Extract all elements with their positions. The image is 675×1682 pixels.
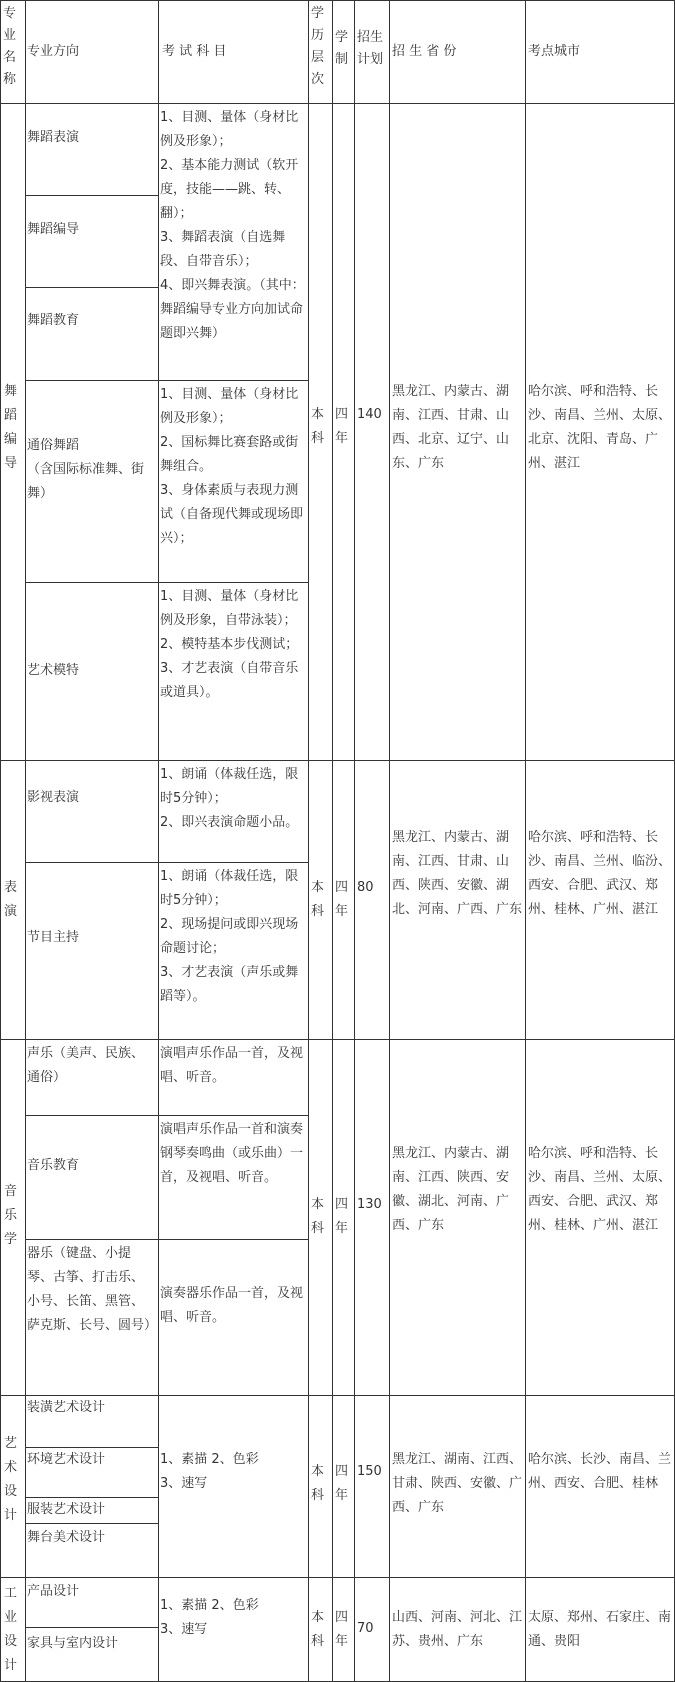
major-cell: 表 演 (4, 880, 18, 919)
plan-cell: 70 (357, 1621, 374, 1636)
direction-cell: 家具与室内设计 (27, 1636, 119, 1651)
direction-cell: 音乐教育 (27, 1158, 80, 1173)
direction-cell: 舞蹈教育 (27, 313, 80, 328)
direction-cell: 影视表演 (27, 790, 80, 805)
provinces-cell: 山西、河南、河北、江苏、贵州、广东 (392, 1610, 523, 1649)
direction-cell: 装潢艺术设计 (27, 1400, 106, 1415)
duration-cell: 四 年 (335, 407, 349, 446)
major-cell: 音 乐 学 (4, 1184, 18, 1247)
cities-cell: 哈尔滨、呼和浩特、长沙、南昌、兰州、太原、西安、合肥、武汉、郑州、桂林、广州、湛江 (528, 1146, 672, 1233)
header-major: 专 业 名 称 (3, 6, 17, 87)
level-cell: 本 科 (311, 1197, 325, 1236)
direction-cell: 舞台美术设计 (27, 1530, 106, 1545)
duration-cell: 四 年 (335, 1464, 349, 1503)
header-direction: 专业方向 (27, 44, 80, 59)
direction-cell: 环境艺术设计 (27, 1452, 106, 1467)
subjects-cell: 演唱声乐作品一首和演奏钢琴奏鸣曲（或乐曲）一首，及视唱、听音。 (160, 1122, 304, 1185)
direction-cell: 器乐（键盘、小提琴、古筝、打击乐、小号、长笛、黑管、萨克斯、长号、圆号） (27, 1246, 158, 1333)
subjects-cell: 演奏器乐作品一首，及视唱、听音。 (160, 1286, 304, 1325)
plan-cell: 80 (357, 880, 374, 895)
header-provinces: 招 生 省 份 (392, 44, 457, 59)
plan-cell: 130 (357, 1197, 382, 1212)
direction-cell: 服装艺术设计 (27, 1502, 106, 1517)
header-subjects: 考 试 科 目 (162, 44, 227, 59)
direction-cell: 艺术模特 (27, 663, 80, 678)
header-plan: 招生 计划 (357, 30, 384, 67)
direction-cell: 节目主持 (27, 930, 80, 945)
header-level: 学 历 层 次 (311, 6, 325, 87)
direction-cell: 通俗舞蹈 （含国际标准舞、街舞） (27, 438, 145, 501)
provinces-cell: 黑龙江、内蒙古、湖南、江西、甘肃、山西、陕西、安徽、湖北、河南、广西、广东 (392, 830, 523, 917)
level-cell: 本 科 (311, 407, 325, 446)
level-cell: 本 科 (311, 880, 325, 919)
cities-cell: 哈尔滨、长沙、南昌、兰州、西安、合肥、桂林 (528, 1452, 672, 1491)
provinces-cell: 黑龙江、内蒙古、湖南、江西、甘肃、山西、北京、辽宁、山东、广东 (392, 384, 510, 471)
subjects-cell: 1、素描 2、色彩 3、速写 (160, 1598, 259, 1637)
major-cell: 舞 蹈 编 导 (4, 384, 18, 471)
plan-cell: 140 (357, 407, 382, 422)
provinces-cell: 黑龙江、湖南、江西、甘肃、陕西、安徽、广西、广东 (392, 1452, 523, 1515)
subjects-cell: 1、朗诵（体裁任选，限时5分钟）； 2、现场提问或即兴现场命题讨论； 3、才艺表演（声乐或舞蹈等）。 (160, 869, 299, 1004)
level-cell: 本 科 (311, 1464, 325, 1503)
direction-cell: 舞蹈编导 (27, 222, 80, 237)
header-duration: 学 制 (335, 30, 349, 67)
level-cell: 本 科 (311, 1610, 325, 1649)
header-cities: 考点城市 (528, 44, 581, 59)
direction-cell: 产品设计 (27, 1584, 80, 1599)
subjects-cell: 1、目测、量体（身材比例及形象，自带泳装）； 2、模特基本步伐测试； 3、才艺表演（自带音乐或道具）。 (160, 589, 299, 700)
major-cell: 工 业 设 计 (4, 1586, 18, 1673)
subjects-cell: 1、目测、量体（身材比例及形象）； 2、基本能力测试（软开度，技能——跳、转、翻）； 3、舞蹈表演（自选舞段、自带音乐）； 4、即兴舞表演。（其中：舞蹈编导专业方向加试命题即兴舞） (160, 110, 305, 341)
subjects-cell: 1、朗诵（体裁任选，限时5分钟）； 2、即兴表演命题小品。 (160, 767, 299, 830)
direction-cell: 声乐（美声、民族、通俗） (27, 1046, 145, 1085)
cities-cell: 太原、郑州、石家庄、南通、贵阳 (528, 1610, 672, 1649)
plan-cell: 150 (357, 1464, 382, 1479)
cities-cell: 哈尔滨、呼和浩特、长沙、南昌、兰州、太原、北京、沈阳、青岛、广州、湛江 (528, 384, 672, 471)
subjects-cell: 演唱声乐作品一首，及视唱、听音。 (160, 1046, 304, 1085)
duration-cell: 四 年 (335, 1197, 349, 1236)
duration-cell: 四 年 (335, 880, 349, 919)
cities-cell: 哈尔滨、呼和浩特、长沙、南昌、兰州、临汾、西安、合肥、武汉、郑州、桂林、广州、湛江 (528, 830, 672, 917)
provinces-cell: 黑龙江、内蒙古、湖南、江西、陕西、安徽、湖北、河南、广西、广东 (392, 1146, 510, 1233)
direction-cell: 舞蹈表演 (27, 130, 80, 145)
subjects-cell: 1、目测、量体（身材比例及形象）； 2、国标舞比赛套路或街舞组合。 3、身体素质与表现力测试（自备现代舞或现场即兴）； (160, 387, 304, 546)
subjects-cell: 1、素描 2、色彩 3、速写 (160, 1452, 259, 1491)
major-cell: 艺 术 设 计 (4, 1436, 18, 1523)
duration-cell: 四 年 (335, 1610, 349, 1649)
